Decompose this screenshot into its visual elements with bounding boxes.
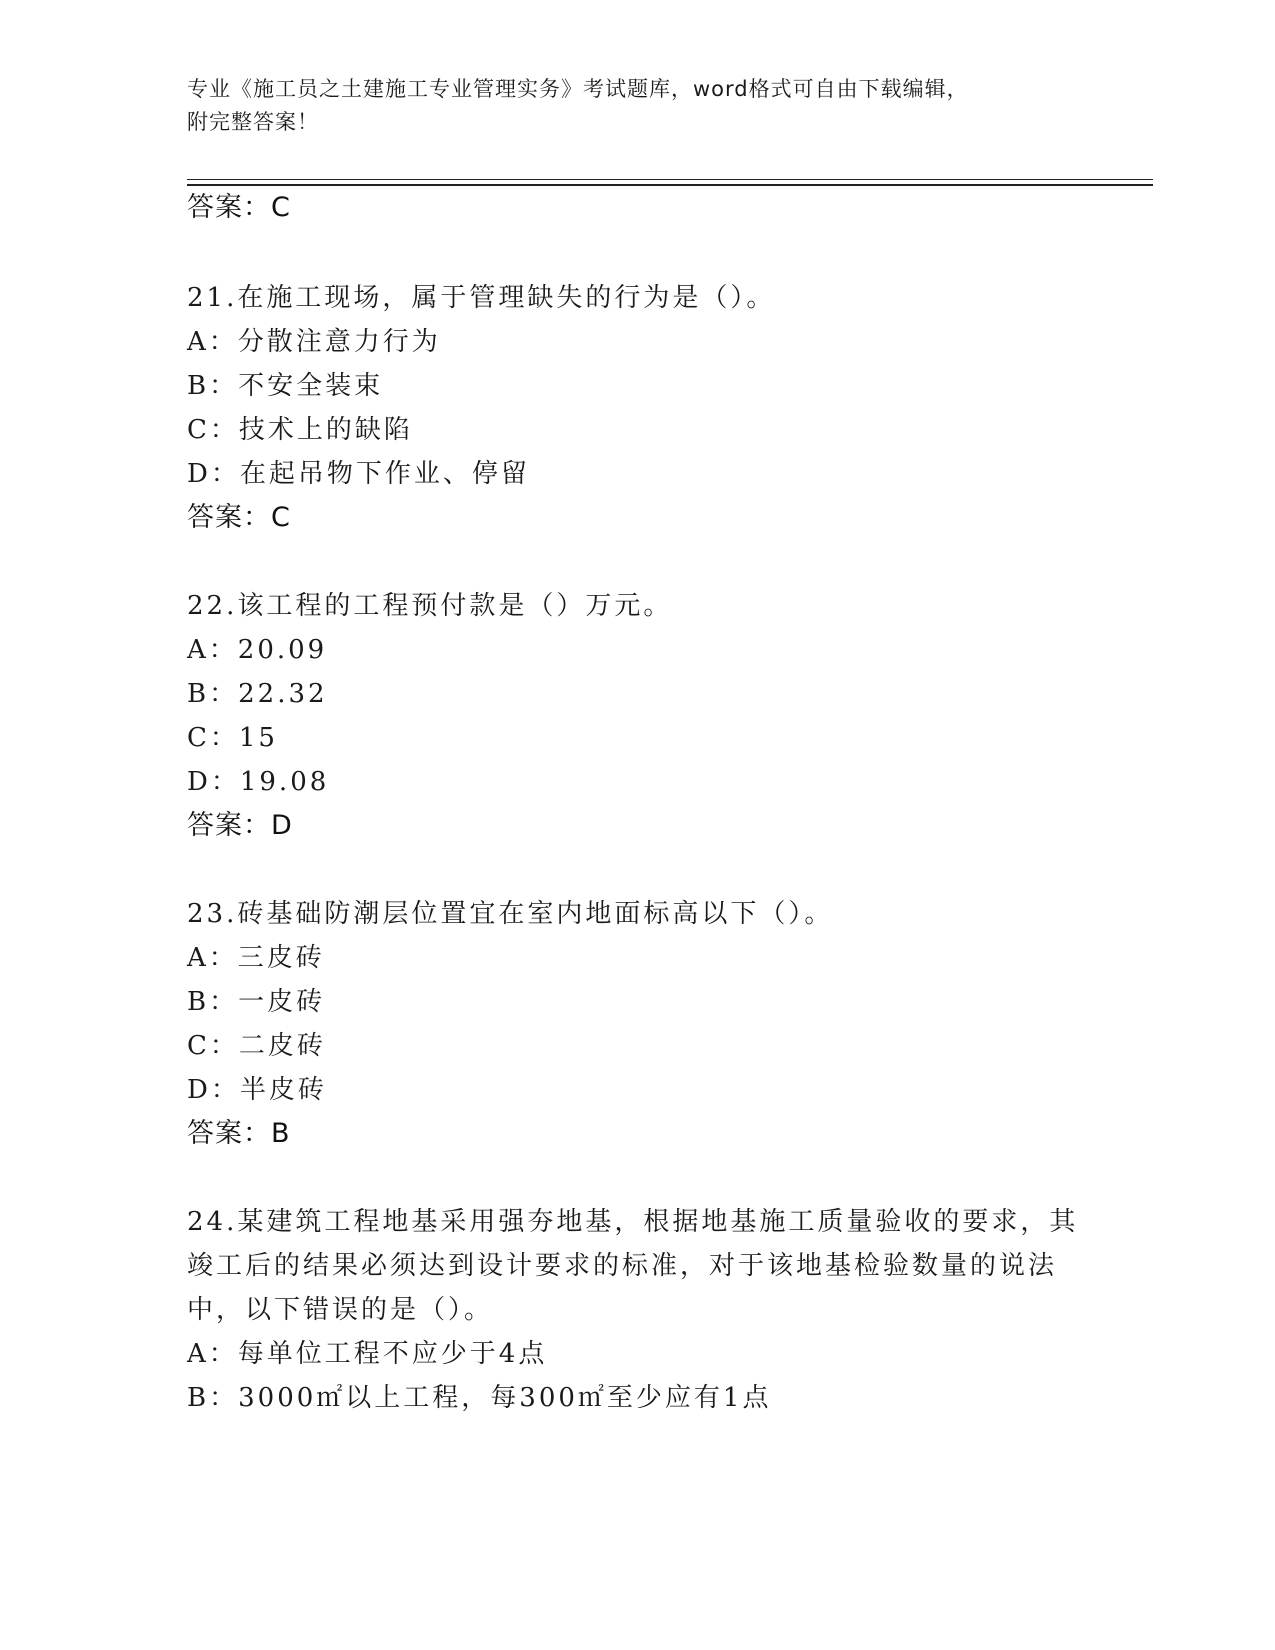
question-21-option-d: D：在起吊物下作业、停留 <box>187 459 530 489</box>
document-header <box>187 73 1087 139</box>
question-24-option-a: A：每单位工程不应少于4点 <box>187 1339 548 1369</box>
question-22-answer: 答案：D <box>187 810 293 841</box>
header-divider-thin <box>187 179 1153 180</box>
question-23-stem: 23.砖基础防潮层位置宜在室内地面标高以下（）。 <box>187 899 834 929</box>
question-22-stem: 22.该工程的工程预付款是（）万元。 <box>187 591 673 621</box>
question-21-answer: 答案：C <box>187 502 291 533</box>
question-24-stem-line-3: 中，以下错误的是（）。 <box>187 1295 494 1325</box>
question-23-option-a: A：三皮砖 <box>187 943 325 973</box>
header-line-1: 专业《施工员之土建施工专业管理实务》考试题库，word格式可自由下载编辑， <box>187 77 969 101</box>
question-23-answer: 答案：B <box>187 1118 291 1149</box>
question-23-option-b: B：一皮砖 <box>187 987 326 1017</box>
question-22-option-c: C：15 <box>187 723 278 753</box>
question-24-stem-line-1: 24.某建筑工程地基采用强夯地基，根据地基施工质量验收的要求，其 <box>187 1207 1079 1237</box>
question-24-option-b: B：3000㎡以上工程，每300㎡至少应有1点 <box>187 1383 772 1413</box>
header-divider-thick <box>187 184 1153 186</box>
question-22-option-b: B：22.32 <box>187 679 328 709</box>
question-23-option-d: D：半皮砖 <box>187 1075 327 1105</box>
question-22-option-a: A：20.09 <box>187 635 328 665</box>
question-21-stem: 21.在施工现场，属于管理缺失的行为是（）。 <box>187 283 776 313</box>
question-21-option-c: C：技术上的缺陷 <box>187 415 413 445</box>
question-21-option-b: B：不安全装束 <box>187 371 384 401</box>
question-23-option-c: C：二皮砖 <box>187 1031 326 1061</box>
header-line-2: 附完整答案！ <box>187 110 319 134</box>
answer-previous: 答案：C <box>187 192 291 223</box>
question-22-option-d: D：19.08 <box>187 767 330 797</box>
question-24-stem-line-2: 竣工后的结果必须达到设计要求的标准，对于该地基检验数量的说法 <box>187 1251 1058 1281</box>
question-21-option-a: A：分散注意力行为 <box>187 327 441 357</box>
